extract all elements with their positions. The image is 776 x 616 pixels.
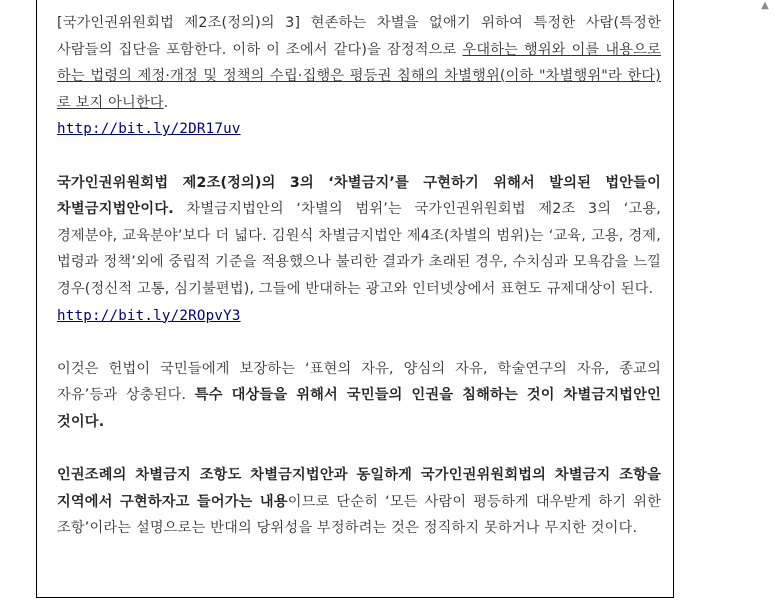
paragraph-1-end: . (163, 94, 169, 111)
paragraph-3-bold-text: 특수 대상들을 위해서 국민들의 인권을 침해하는 것이 차별금지법안인 것이다. (57, 387, 661, 430)
paragraph-2-text: 차별금지법안의 ‘차별의 범위’는 국가인권위원회법 제2조 3의 ‘고용, 경제분야, 교육분야’보다 더 넓다. 김원식 차별금지법안 제4조(차별의 범위)는 ‘교육, 고용, 경제, 법령과 정책’외에 중립적 기준을 적용했으나 불리한 결과가 초래된 경우, 수치심과 모욕감을 느낄 경우(정신적 고통, 심기불편법), 그들에 반대하는 광고와 인터넷상에서 표현도 규제대상이 된다. (57, 201, 661, 297)
article-body (57, 10, 661, 542)
paragraph-2 (57, 170, 661, 330)
paragraph-4-text: 이므로 단순히 ‘모든 사람이 평등하게 대우받게 하기 위한 조항’이라는 설명으로는 반대의 당위성을 부정하려는 것은 정직하지 못하거나 무지한 것이다. (57, 493, 661, 537)
paragraph-3-text: 이것은 헌법이 국민들에게 보장하는 ‘표현의 자유, 양심의 자유, 학술연구의 자유, 종교의 자유’등과 상충된다. (57, 360, 661, 404)
document-frame (36, 0, 674, 598)
paragraph-1 (57, 10, 661, 143)
paragraph-1-text: [국가인권위원회법 제2조(정의)의 3] 현존하는 차별을 없애기 위하여 특정한 사람(특정한 사람들의 집단을 포함한다. 이하 이 조에서 같다)을 잠정적으로 (57, 15, 661, 58)
paragraph-3 (57, 356, 661, 436)
paragraph-4 (57, 462, 661, 542)
paragraph-2-bold-text: 국가인권위원회법 제2조(정의)의 3의 ‘차별금지’를 구현하기 위해서 발의된 법안들이 차별금지법안이다. (57, 174, 661, 218)
paragraph-2-link[interactable]: http://bit.ly/2ROpvY3 (57, 307, 241, 324)
paragraph-1-underlined-text: 우대하는 행위와 이를 내용으로 하는 법령의 제정·개정 및 정책의 수립·집행은 평등권 침해의 차별행위(이하 "차별행위"라 한다)로 보지 아니한다 (57, 41, 661, 111)
paragraph-1-link[interactable]: http://bit.ly/2DR17uv (57, 121, 241, 138)
scroll-up-arrow-icon[interactable]: ▲ (761, 0, 769, 11)
paragraph-4-bold-text: 인권조례의 차별금지 조항도 차별금지법안과 동일하게 국가인권위원회법의 차별금지 조항을 지역에서 구현하자고 들어가는 내용 (57, 467, 661, 510)
